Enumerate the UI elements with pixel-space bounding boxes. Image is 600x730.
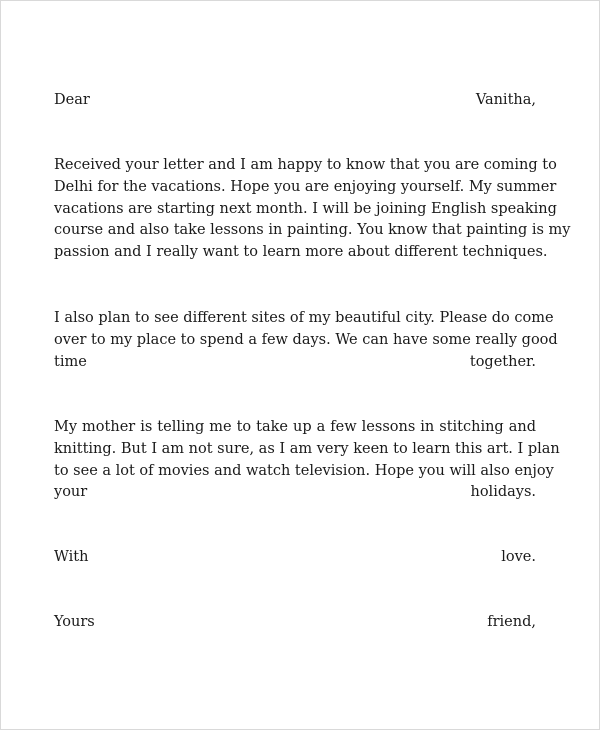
salutation	[54, 90, 536, 112]
signoff	[54, 612, 536, 634]
paragraph-2-last-right: together.	[469, 353, 536, 370]
salutation-name: Vanitha,	[475, 92, 536, 108]
closing-love: love.	[501, 549, 536, 565]
paragraph-1	[54, 155, 571, 264]
paragraph-3-last-left: your	[54, 484, 88, 501]
paragraph-2-last-left: time	[54, 353, 87, 370]
paragraph-1-line: passion and I really want to learn more about different techniques.	[54, 244, 548, 261]
paragraph-3-line: knitting. But I am not sure, as I am very keen to learn this art. I plan	[54, 440, 560, 457]
closing-with: With	[54, 549, 89, 565]
signoff-friend: friend,	[487, 614, 536, 630]
paragraph-1-line: vacations are starting next month. I will be joining English speaking	[54, 200, 557, 217]
paragraph-3-line: to see a lot of movies and watch television. Hope you will also enjoy	[54, 462, 554, 479]
paragraph-3-line: My mother is telling me to take up a few lessons in stitching and	[54, 419, 536, 435]
salutation-dear: Dear	[54, 92, 90, 108]
paragraph-3	[54, 417, 560, 504]
closing	[54, 547, 536, 569]
signoff-yours: Yours	[54, 614, 95, 630]
paragraph-1-line: Received your letter and I am happy to know that you are coming to	[54, 157, 557, 173]
paragraph-2-line: over to my place to spend a few days. We can have some really good	[54, 331, 558, 348]
paragraph-2-last-line	[54, 352, 536, 374]
paragraph-3-last-line	[54, 482, 536, 504]
paragraph-1-line: course and also take lessons in painting. You know that painting is my	[54, 222, 571, 239]
paragraph-1-line: Delhi for the vacations. Hope you are enjoying yourself. My summer	[54, 178, 557, 195]
paragraph-2-line: I also plan to see different sites of my beautiful city. Please do come	[54, 310, 554, 326]
paragraph-3-last-right: holidays.	[470, 484, 536, 501]
paragraph-2	[54, 308, 558, 373]
